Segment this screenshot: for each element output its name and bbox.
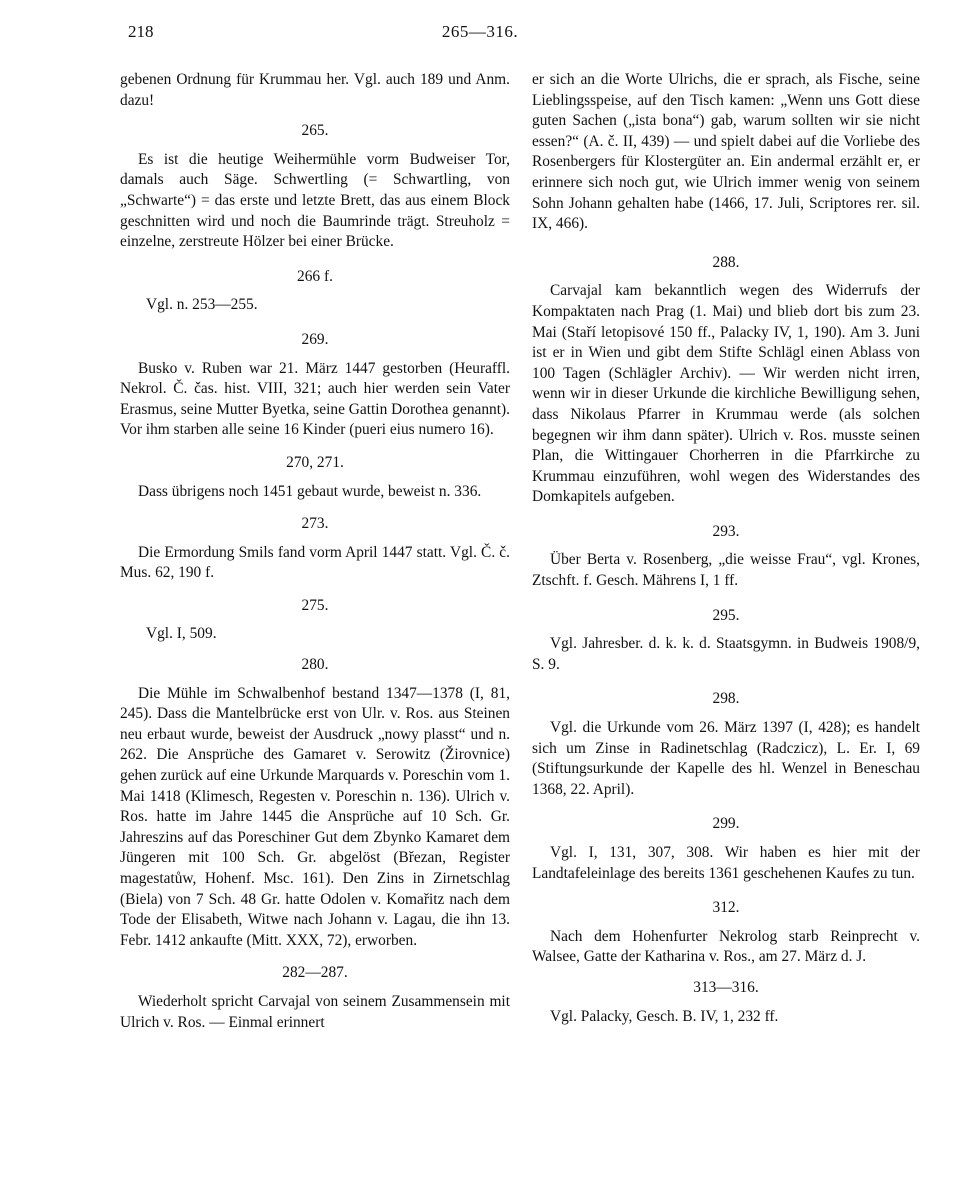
note-293	[532, 522, 920, 592]
note-text: Über Berta v. Rosenberg, „die weisse Frau“, vgl. Krones, Ztschft. f. Gesch. Mährens I, 1 ff.	[532, 551, 920, 590]
note-text: Vgl. I, 509.	[146, 625, 217, 643]
note-273	[120, 514, 510, 584]
note-text: Vgl. Jahresber. d. k. k. d. Staatsgymn. in Budweis 1908/9, S. 9.	[532, 635, 920, 673]
note-heading: 266 f.	[297, 267, 333, 285]
note-text: Vgl. n. 253—255.	[146, 296, 258, 314]
note-text: Nach dem Hohenfurter Nekrolog starb Reinprecht v. Walsee, Gatte der Katharina v. Ros., am 27. März d. J.	[532, 927, 920, 966]
note-heading: 312.	[712, 899, 740, 917]
note-text: Wiederholt spricht Carvajal von seinem Zusammensein mit Ulrich v. Ros. — Einmal erinnert	[120, 992, 510, 1031]
note-text: Busko v. Ruben war 21. März 1447 gestorben (Heuraffl. Nekrol. Č. čas. hist. VIII, 321; auch hier werden sein Vater Erasmus, seine Mutter Byetka, seine Gattin Dorothea genannt). Vor ihm starben alle seine 16 Kinder (pueri eius numero 16).	[120, 359, 510, 439]
left-column	[120, 70, 510, 1033]
note-282-287	[120, 963, 510, 1033]
note-280	[120, 655, 510, 951]
note-269	[120, 330, 510, 441]
note-heading: 282—287.	[282, 964, 348, 982]
note-heading: 298.	[712, 690, 740, 708]
note-heading: 293.	[712, 522, 740, 540]
page-number: 218	[128, 22, 154, 41]
note-text: Es ist die heutige Weihermühle vorm Budweiser Tor, damals auch Säge. Schwertling (= Schwartling, von „Schwarte“) = das erste und letzte Brett, das aus einem Block geschnitten wird und noch die Baumrinde trägt. Streuholz = einzelne, zerstreute Hölzer bei einer Brücke.	[120, 150, 510, 251]
note-295	[532, 606, 920, 676]
note-heading: 275.	[301, 596, 329, 614]
note-text: Vgl. I, 131, 307, 308. Wir haben es hier mit der Landtafeleinlage des bereits 1361 geschehenen Kaufes zu tun.	[532, 844, 920, 882]
note-heading: 313—316.	[693, 978, 759, 996]
note-288	[532, 253, 920, 508]
note-heading: 299.	[712, 815, 740, 833]
note-312	[532, 898, 920, 968]
note-313-316	[532, 978, 920, 1027]
note-270-271	[120, 453, 510, 502]
note-275	[120, 596, 510, 645]
note-heading: 288.	[712, 253, 740, 271]
continued-paragraph: er sich an die Worte Ulrichs, die er sprach, als Fische, seine Lieblingsspeise, auf den Tisch kamen: „Wenn uns Gott diese guten Sachen („ista bona“) gab, warum sollten wir sie nicht essen?“ (A. č. II, 439) — und spielt dabei auf die Vorliebe des Rosenbergers für Klostergüter an. Ein andermal erzählt er, er erinnere sich noch gut, wie Ulrich immer wenig von seinem Sohn Johann gehalten habe (1466, 17. Juli, Scriptores rer. sil. IX, 466).	[532, 71, 920, 233]
note-text: Carvajal kam bekanntlich wegen des Widerrufs der Kompaktaten nach Prag (1. Mai) und blieb dort bis zum 23. Mai (Staří letopisové 150 ff., Palacky IV, 1, 190). Am 3. Juni ist er in Wien und gibt dem Stifte Schlägl einen Ablass von 100 Tagen (Schlägler Archiv). — Wir werden nicht irren, wenn wir in dieser Urkunde die kirchliche Bewilligung sehen, dass Nikolaus Pfarrer in Krummau werde (als solchen begegnen wir ihm dann später). Ulrich v. Ros. musste seinen Plan, die Wittingauer Chorherren in die Pfarrkirche zu Krummau einzuführen, wohl wegen des Widerstandes des Domkapitels aufgeben.	[532, 282, 920, 506]
note-266	[120, 267, 510, 316]
note-heading: 295.	[712, 606, 740, 624]
note-text: Vgl. die Urkunde vom 26. März 1397 (I, 428); es handelt sich um Zinse in Radinetschlag (Radczicz), L. Er. I, 69 (Stiftungsurkunde der Kapelle des hl. Wenzel in Beneschau 1368, 22. April).	[532, 719, 920, 798]
note-text: Die Mühle im Schwalbenhof bestand 1347—1378 (I, 81, 245). Dass die Mantelbrücke erst von Ulr. v. Ros. aus Steinen neu erbaut wurde, beweist der Ausdruck „nowy plasst“ und n. 262. Die Ansprüche des Gamaret v. Serowitz (Žirovnice) gehen zurück auf eine Urkunde Marquards v. Poreschin vom 1. Mai 1418 (Klimesch, Regesten v. Poreschin n. 136). Ulrich v. Ros. hatte im Jahre 1445 die Ansprüche auf 10 Sch. Gr. Jahreszins auf das Poreschiner Gut dem Zbynko Kamaret dem Jüngeren mit 100 Sch. Gr. abgelöst (Březan, Register magestatůw, Hohenf. Msc. 161). Den Zins in Zirnetschlag (Biela) von 7 Sch. 48 Gr. hatte Odolen v. Komařitz nach dem Tode der Elisabeth, Witwe nach Johann v. Lagau, die ihn 13. Febr. 1412 ankaufte (Mitt. XXX, 72), erworben.	[120, 684, 510, 949]
note-265	[120, 121, 510, 253]
running-title: 265—316.	[441, 22, 519, 41]
note-heading: 265.	[301, 122, 329, 140]
note-heading: 270, 271.	[286, 453, 344, 471]
note-text: Die Ermordung Smils fand vorm April 1447 statt. Vgl. Č. č. Mus. 62, 190 f.	[120, 543, 510, 582]
note-text: Dass übrigens noch 1451 gebaut wurde, beweist n. 336.	[138, 482, 482, 500]
note-text: Vgl. Palacky, Gesch. B. IV, 1, 232 ff.	[550, 1007, 779, 1025]
note-heading: 280.	[301, 656, 329, 674]
note-299	[532, 814, 920, 884]
note-298	[532, 689, 920, 800]
note-heading: 273.	[301, 515, 329, 533]
right-column	[532, 70, 920, 1027]
note-heading: 269.	[301, 330, 329, 348]
intro-paragraph: gebenen Ordnung für Krummau her. Vgl. auch 189 und Anm. dazu!	[120, 71, 510, 109]
